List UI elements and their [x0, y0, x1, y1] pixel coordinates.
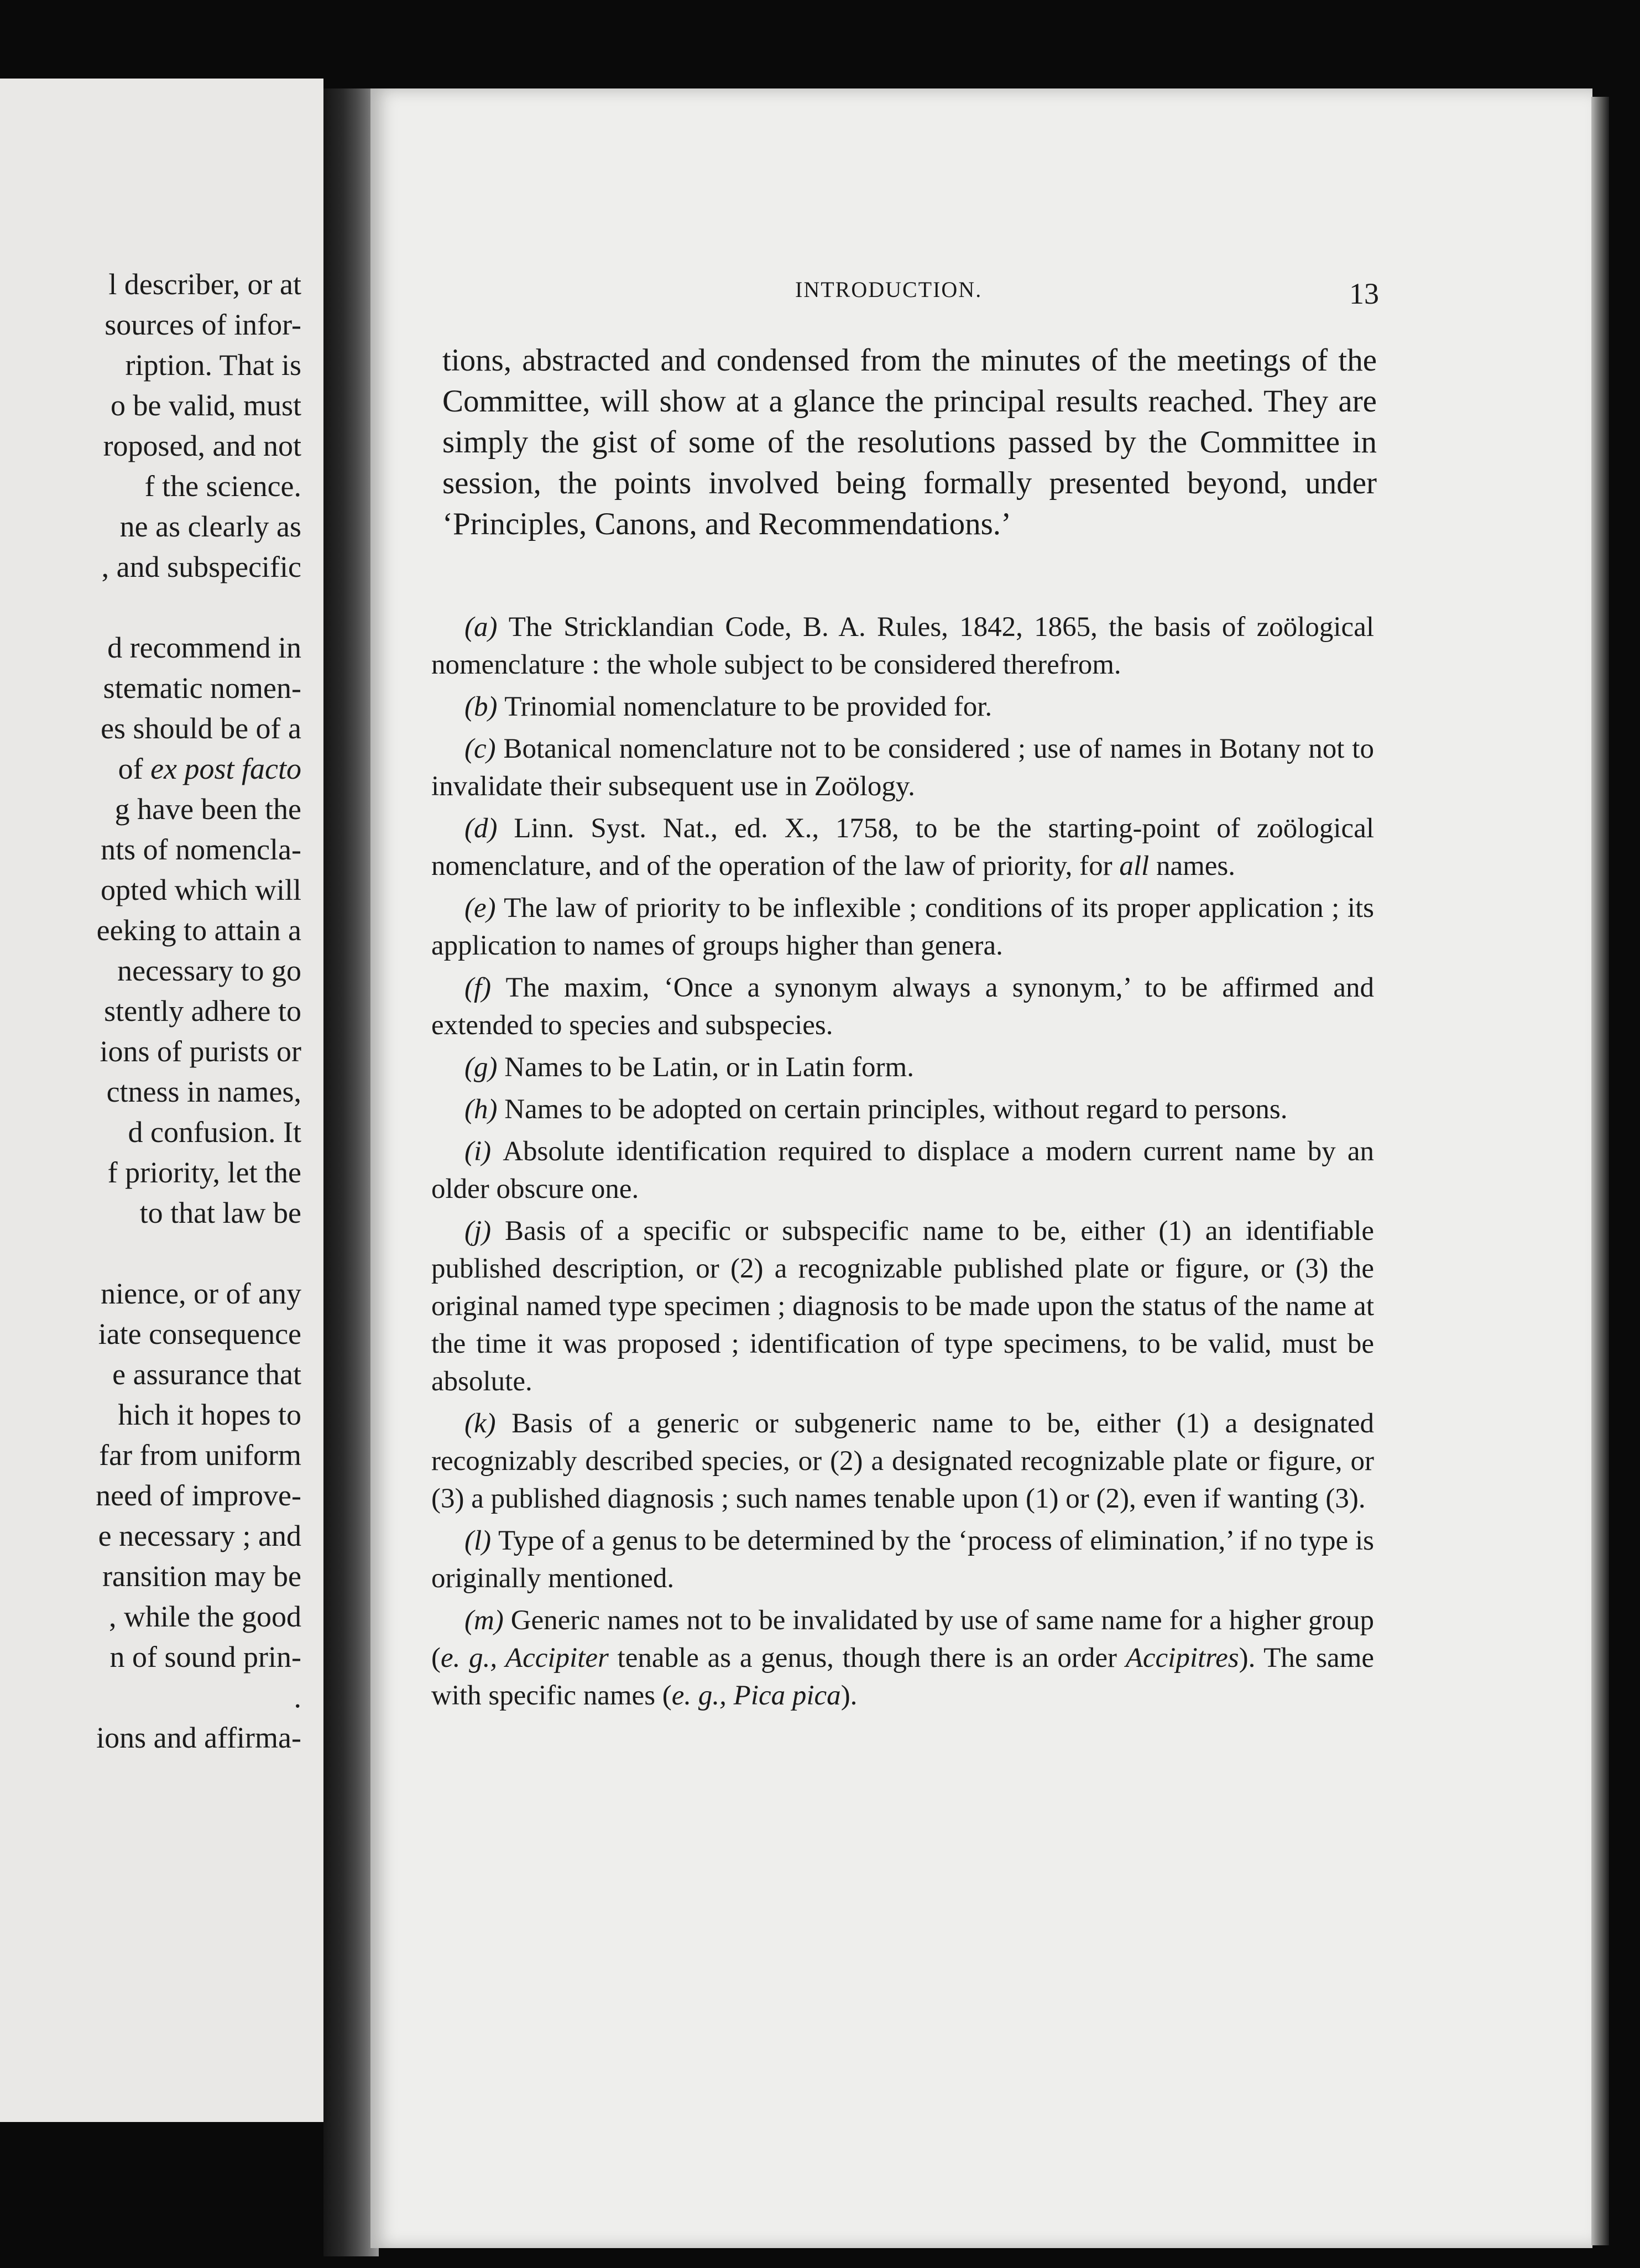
resolution-item: (k) Basis of a generic or subgeneric name to be, either (1) a designated recognizably described species, or (2) a designated recognizable plate or figure, or (3) a published diagnosis ; such names tenable upon (1) or (2), even if wanting (3). — [431, 1408, 1374, 1514]
left-page-line: e necessary ; and — [98, 1519, 301, 1552]
left-page-line: ions and affirma- — [96, 1721, 301, 1754]
resolution-item: (i) Absolute identification required to displace a modern current name by an older obscure one. — [431, 1136, 1374, 1205]
left-page-line: , while the good — [109, 1600, 301, 1633]
resolution-item: (g) Names to be Latin, or in Latin form. — [464, 1052, 914, 1083]
resolution-letter: (j) — [464, 1216, 505, 1247]
left-page — [0, 79, 323, 2122]
left-page-line: ransition may be — [102, 1560, 301, 1593]
resolution-letter: (h) — [464, 1094, 505, 1125]
resolution-letter: (c) — [464, 733, 504, 764]
intro-paragraph: tions, abstracted and condensed from the minutes of the meetings of the Committee, will show at a glance the principal results reached. They are simply the gist of some of the resolutions passed by the Committee in session, the points involved being formally presented beyond, under ‘Principles, Canons, and Recommendations.’ — [442, 343, 1377, 541]
resolution-item: (d) Linn. Syst. Nat., ed. X., 1758, to be the starting-point of zoölogical nomenclature, and of the operation of the law of priority, for all names. — [431, 813, 1375, 882]
left-page-line: roposed, and not — [103, 429, 301, 462]
resolution-letter: (l) — [464, 1525, 499, 1556]
running-head: INTRODUCTION. — [795, 277, 983, 302]
left-page-line: e assurance that — [112, 1358, 301, 1391]
resolution-item: (b) Trinomial nomenclature to be provided for. — [464, 691, 993, 722]
left-page-line: far from uniform — [99, 1438, 301, 1472]
resolution-item: (e) The law of priority to be inflexible ; conditions of its proper application ; its application to names of groups higher than genera. — [431, 893, 1375, 961]
resolution-letter: (f) — [464, 972, 506, 1003]
resolutions-list — [431, 608, 1374, 1719]
left-page-line: g have been the — [114, 793, 301, 826]
resolution-letter: (d) — [464, 813, 514, 844]
resolution-item: (a) The Stricklandian Code, B. A. Rules, 1842, 1865, the basis of zoölogical nomenclature : the whole subject to be considered therefrom. — [431, 612, 1374, 680]
left-page-line: , and subspecific — [101, 550, 301, 583]
resolution-item: (f) The maxim, ‘Once a synonym always a synonym,’ to be affirmed and extended to species and subspecies. — [431, 972, 1375, 1041]
resolution-item: (c) Botanical nomenclature not to be considered ; use of names in Botany not to invalidate their subsequent use in Zoölogy. — [431, 733, 1374, 802]
resolution-letter: (m) — [464, 1605, 511, 1636]
left-page-line: ne as clearly as — [119, 510, 301, 543]
left-page-line: stematic nomen- — [103, 671, 301, 705]
resolution-item: (j) Basis of a specific or subspecific name to be, either (1) an identifiable published description, or (2) a recognizable published plate or figure, or (3) the original named type specimen ; diagnosis to be made upon the status of the name at the time it was proposed ; identification of type specimens, to be valid, must be absolute. — [431, 1216, 1374, 1397]
left-page-line: to that law be — [139, 1196, 301, 1229]
left-page-line: f priority, let the — [107, 1156, 301, 1189]
left-page-line: ription. That is — [125, 348, 301, 382]
resolution-letter: (b) — [464, 691, 505, 722]
left-page-line: d recommend in — [107, 631, 301, 664]
resolution-item: (h) Names to be adopted on certain principles, without regard to persons. — [464, 1094, 1288, 1125]
resolution-letter: (e) — [464, 893, 504, 924]
resolution-letter: (i) — [464, 1136, 503, 1167]
left-page-line: f the science. — [144, 470, 301, 503]
resolution-item: (m) Generic names not to be invalidated by use of same name for a higher group (e. g., Accipiter tenable as a genus, though there is an order Accipitres). The same with specific names (e. g., Pica pica). — [431, 1605, 1375, 1711]
resolution-letter: (g) — [464, 1052, 505, 1083]
left-page-line: . — [294, 1681, 301, 1714]
left-page-line: sources of infor- — [105, 308, 301, 341]
page-edge — [1591, 97, 1609, 2245]
left-page-line: ions of purists or — [100, 1035, 301, 1068]
left-page-line: necessary to go — [117, 954, 301, 987]
left-page-line: iate consequence — [98, 1317, 301, 1351]
left-page-line: es should be of a — [101, 712, 301, 745]
left-page-line: o be valid, must — [111, 389, 301, 422]
left-page-line: nience, or of any — [101, 1277, 301, 1310]
left-page-line: of ex post facto — [118, 752, 301, 785]
left-page-line: need of improve- — [96, 1479, 301, 1512]
left-page-line: hich it hopes to — [118, 1398, 301, 1431]
left-page-line: n of sound prin- — [109, 1640, 301, 1673]
left-page-line: opted which will — [101, 873, 301, 906]
left-page-line: stently adhere to — [104, 994, 301, 1028]
page-number: 13 — [1349, 277, 1379, 310]
left-page-line: l describer, or at — [108, 268, 301, 301]
resolution-letter: (a) — [464, 612, 509, 643]
left-page-line: d confusion. It — [128, 1115, 301, 1149]
italic-phrase: ex post facto — [150, 752, 301, 785]
left-page-line: ctness in names, — [106, 1075, 301, 1108]
left-page-line: nts of nomencla- — [101, 833, 301, 866]
left-page-line: eeking to attain a — [96, 914, 301, 947]
resolution-item: (l) Type of a genus to be determined by the ‘process of elimination,’ if no type is originally mentioned. — [431, 1525, 1374, 1594]
resolution-letter: (k) — [464, 1408, 512, 1439]
